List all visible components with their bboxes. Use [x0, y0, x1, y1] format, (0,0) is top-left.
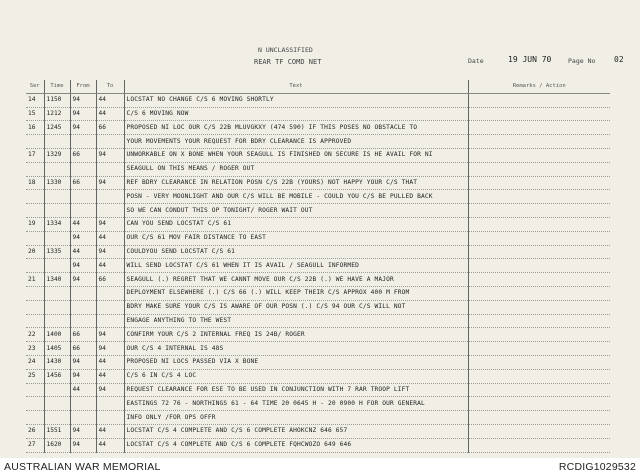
- serial-cell: 25: [26, 369, 44, 383]
- time-cell: 1329: [44, 148, 70, 162]
- footer-record-id: RCDIG1029532: [558, 461, 636, 473]
- time-cell: [44, 204, 70, 218]
- serial-cell: 20: [26, 245, 44, 259]
- remarks-cell: [468, 397, 610, 411]
- remarks-cell: [468, 438, 610, 452]
- from-cell: [70, 300, 96, 314]
- to-cell: 94: [96, 217, 124, 231]
- serial-cell: 17: [26, 148, 44, 162]
- from-cell: 44: [70, 245, 96, 259]
- to-cell: 44: [96, 107, 124, 121]
- table-row: [26, 328, 610, 342]
- serial-cell: [26, 314, 44, 328]
- table-row: [26, 135, 610, 149]
- message-text-cell: BDRY MAKE SURE YOUR C/S IS AWARE OF OUR POSN (.) C/S 94 OUR C/S WILL NOT: [124, 300, 468, 314]
- time-cell: 1330: [44, 176, 70, 190]
- from-cell: 94: [70, 259, 96, 273]
- message-text-cell: PROPOSED NI LOC OUR C/S 22B MLUVGKXY (474 590) IF THIS POSES NO OBSTACLE TO: [124, 121, 468, 135]
- to-cell: 44: [96, 231, 124, 245]
- remarks-cell: [468, 300, 610, 314]
- serial-cell: 24: [26, 355, 44, 369]
- from-cell: 94: [70, 369, 96, 383]
- date-value: 19 JUN 70: [508, 55, 552, 64]
- table-row: [26, 231, 610, 245]
- remarks-cell: [468, 411, 610, 425]
- table-row: [26, 286, 610, 300]
- serial-cell: [26, 286, 44, 300]
- message-text-cell: C/S 6 IN C/S 4 LOC: [124, 369, 468, 383]
- serial-cell: 21: [26, 273, 44, 287]
- signal-log-table: [26, 80, 610, 453]
- to-cell: [96, 397, 124, 411]
- from-cell: 44: [70, 383, 96, 397]
- to-cell: 44: [96, 438, 124, 452]
- remarks-cell: [468, 424, 610, 438]
- from-cell: 66: [70, 342, 96, 356]
- message-text-cell: LOCSTAT C/S 4 COMPLETE AND C/S 6 COMPLETE AHOKCNZ 646 657: [124, 424, 468, 438]
- remarks-cell: [468, 176, 610, 190]
- remarks-cell: [468, 286, 610, 300]
- time-cell: 1335: [44, 245, 70, 259]
- to-cell: 94: [96, 328, 124, 342]
- from-cell: 94: [70, 355, 96, 369]
- to-cell: 44: [96, 369, 124, 383]
- serial-cell: 22: [26, 328, 44, 342]
- from-cell: 66: [70, 328, 96, 342]
- remarks-cell: [468, 162, 610, 176]
- remarks-cell: [468, 328, 610, 342]
- remarks-cell: [468, 107, 610, 121]
- table-row: [26, 190, 610, 204]
- message-text-cell: LOCSTAT C/S 4 COMPLETE AND C/S 6 COMPLETE FQHCWOZO 649 646: [124, 438, 468, 452]
- serial-cell: [26, 135, 44, 149]
- message-text-cell: SEAGULL ON THIS MEANS / ROGER OUT: [124, 162, 468, 176]
- classification-mark: N UNCLASSIFIED: [258, 46, 313, 54]
- table-row: [26, 162, 610, 176]
- message-text-cell: SEAGULL (.) REGRET THAT WE CANNT MOVE OUR C/S 22B (.) WE HAVE A MAJOR: [124, 273, 468, 287]
- time-cell: 1212: [44, 107, 70, 121]
- serial-cell: 14: [26, 93, 44, 107]
- from-cell: [70, 314, 96, 328]
- time-cell: 1334: [44, 217, 70, 231]
- to-cell: 66: [96, 273, 124, 287]
- from-cell: 94: [70, 231, 96, 245]
- from-cell: [70, 397, 96, 411]
- message-text-cell: ENGAGE ANYTHING TO THE WEST: [124, 314, 468, 328]
- to-cell: [96, 300, 124, 314]
- to-cell: [96, 162, 124, 176]
- table-row: [26, 438, 610, 452]
- table-row: [26, 411, 610, 425]
- remarks-cell: [468, 314, 610, 328]
- to-cell: [96, 411, 124, 425]
- net-title: REAR TF COMD NET: [254, 58, 322, 66]
- to-cell: [96, 286, 124, 300]
- time-cell: 1150: [44, 93, 70, 107]
- table-row: [26, 273, 610, 287]
- time-cell: 1430: [44, 355, 70, 369]
- table-row: [26, 259, 610, 273]
- time-cell: [44, 162, 70, 176]
- time-cell: [44, 259, 70, 273]
- from-cell: [70, 204, 96, 218]
- serial-cell: [26, 300, 44, 314]
- serial-cell: [26, 162, 44, 176]
- time-cell: 1620: [44, 438, 70, 452]
- time-cell: 1340: [44, 273, 70, 287]
- table-row: [26, 342, 610, 356]
- from-cell: 66: [70, 148, 96, 162]
- to-cell: [96, 314, 124, 328]
- time-cell: 1245: [44, 121, 70, 135]
- time-cell: [44, 190, 70, 204]
- from-cell: [70, 162, 96, 176]
- serial-cell: [26, 259, 44, 273]
- remarks-cell: [468, 342, 610, 356]
- remarks-cell: [468, 148, 610, 162]
- remarks-cell: [468, 135, 610, 149]
- serial-cell: [26, 231, 44, 245]
- message-text-cell: UNWORKABLE ON X BONE WHEN YOUR SEAGULL IS FINISHED ON SECURE IS HE AVAIL FOR NI: [124, 148, 468, 162]
- remarks-cell: [468, 204, 610, 218]
- header-time: Time: [44, 80, 70, 93]
- remarks-cell: [468, 245, 610, 259]
- message-text-cell: CAN YOU SEND LOCSTAT C/S 61: [124, 217, 468, 231]
- message-text-cell: INFO ONLY /FOR OPS OFFR: [124, 411, 468, 425]
- header-remarks: Remarks / Action: [468, 80, 610, 93]
- archive-footer: [0, 458, 640, 476]
- from-cell: 44: [70, 217, 96, 231]
- serial-cell: [26, 397, 44, 411]
- to-cell: 94: [96, 342, 124, 356]
- to-cell: 94: [96, 383, 124, 397]
- table-header-row: [26, 80, 610, 93]
- to-cell: 44: [96, 355, 124, 369]
- serial-cell: [26, 411, 44, 425]
- to-cell: 66: [96, 121, 124, 135]
- time-cell: [44, 383, 70, 397]
- message-text-cell: COULDYOU SEND LOCSTAT C/S 61: [124, 245, 468, 259]
- remarks-cell: [468, 383, 610, 397]
- header-from: From: [70, 80, 96, 93]
- time-cell: [44, 231, 70, 245]
- time-cell: [44, 397, 70, 411]
- from-cell: 94: [70, 121, 96, 135]
- from-cell: 94: [70, 93, 96, 107]
- time-cell: [44, 300, 70, 314]
- header-serial: Ser: [26, 80, 44, 93]
- table-row: [26, 176, 610, 190]
- remarks-cell: [468, 369, 610, 383]
- message-text-cell: POSN - VERY MOONLIGHT AND OUR C/S WILL BE MOBILE - COULD YOU C/S BE PULLED BACK: [124, 190, 468, 204]
- time-cell: [44, 314, 70, 328]
- serial-cell: 27: [26, 438, 44, 452]
- table-row: [26, 355, 610, 369]
- message-text-cell: SO WE CAN CONDUT THIS OP TONIGHT/ ROGER WAIT OUT: [124, 204, 468, 218]
- remarks-cell: [468, 355, 610, 369]
- time-cell: 1551: [44, 424, 70, 438]
- serial-cell: [26, 190, 44, 204]
- page-number: 02: [614, 55, 624, 64]
- to-cell: 94: [96, 245, 124, 259]
- to-cell: [96, 204, 124, 218]
- remarks-cell: [468, 190, 610, 204]
- table-row: [26, 369, 610, 383]
- from-cell: 94: [70, 273, 96, 287]
- to-cell: [96, 135, 124, 149]
- table-row: [26, 314, 610, 328]
- message-text-cell: YOUR MOVEMENTS YOUR REQUEST FOR BDRY CLEARANCE IS APPROVED: [124, 135, 468, 149]
- serial-cell: 15: [26, 107, 44, 121]
- serial-cell: [26, 204, 44, 218]
- date-label: Date: [468, 57, 484, 65]
- serial-cell: 16: [26, 121, 44, 135]
- time-cell: [44, 411, 70, 425]
- from-cell: 66: [70, 176, 96, 190]
- table-row: [26, 93, 610, 107]
- table-row: [26, 204, 610, 218]
- from-cell: 94: [70, 107, 96, 121]
- message-text-cell: DEPLOYMENT ELSEWHERE (.) C/S 66 (.) WILL KEEP THEIR C/S APPROX 400 M FROM: [124, 286, 468, 300]
- message-text-cell: EASTINGS 72 76 - NORTHINGS 61 - 64 TIME 20 0645 H - 20 0900 H FOR OUR GENERAL: [124, 397, 468, 411]
- time-cell: 1405: [44, 342, 70, 356]
- message-text-cell: OUR C/S 4 INTERNAL IS 48S: [124, 342, 468, 356]
- remarks-cell: [468, 93, 610, 107]
- remarks-cell: [468, 273, 610, 287]
- message-text-cell: LOCSTAT NO CHANGE C/S 6 MOVING SHORTLY: [124, 93, 468, 107]
- to-cell: [96, 190, 124, 204]
- serial-cell: 26: [26, 424, 44, 438]
- footer-institution: AUSTRALIAN WAR MEMORIAL: [4, 461, 161, 473]
- table-row: [26, 107, 610, 121]
- from-cell: 94: [70, 424, 96, 438]
- from-cell: [70, 135, 96, 149]
- from-cell: 94: [70, 438, 96, 452]
- remarks-cell: [468, 231, 610, 245]
- table-row: [26, 397, 610, 411]
- time-cell: 1456: [44, 369, 70, 383]
- table-row: [26, 383, 610, 397]
- remarks-cell: [468, 121, 610, 135]
- serial-cell: [26, 383, 44, 397]
- header-text: Text: [124, 80, 468, 93]
- to-cell: 44: [96, 424, 124, 438]
- serial-cell: 19: [26, 217, 44, 231]
- to-cell: 44: [96, 259, 124, 273]
- table-row: [26, 121, 610, 135]
- table-row: [26, 424, 610, 438]
- table-row: [26, 217, 610, 231]
- remarks-cell: [468, 217, 610, 231]
- message-text-cell: WILL SEND LOCSTAT C/S 61 WHEN IT IS AVAIL / SEAGULL INFORMED: [124, 259, 468, 273]
- from-cell: [70, 411, 96, 425]
- message-text-cell: C/S 6 MOVING NOW: [124, 107, 468, 121]
- from-cell: [70, 286, 96, 300]
- table-row: [26, 245, 610, 259]
- message-text-cell: REF BDRY CLEARANCE IN RELATION POSN C/S 22B (YOURS) NOT HAPPY YOUR C/S THAT: [124, 176, 468, 190]
- table-row: [26, 300, 610, 314]
- message-text-cell: PROPOSED NI LOCS PASSED VIA X BONE: [124, 355, 468, 369]
- header-to: To: [96, 80, 124, 93]
- message-text-cell: REQUEST CLEARANCE FOR ESE TO BE USED IN CONJUNCTION WITH 7 RAR TROOP LIFT: [124, 383, 468, 397]
- to-cell: 44: [96, 93, 124, 107]
- to-cell: 94: [96, 176, 124, 190]
- serial-cell: 18: [26, 176, 44, 190]
- table-row: [26, 148, 610, 162]
- serial-cell: 23: [26, 342, 44, 356]
- message-text-cell: OUR C/S 61 MOV FAIR DISTANCE TO EAST: [124, 231, 468, 245]
- time-cell: [44, 135, 70, 149]
- remarks-cell: [468, 259, 610, 273]
- time-cell: [44, 286, 70, 300]
- page-label: Page No: [568, 57, 596, 65]
- message-text-cell: CONFIRM YOUR C/S 2 INTERNAL FREQ IS 24B/ ROGER: [124, 328, 468, 342]
- time-cell: 1400: [44, 328, 70, 342]
- from-cell: [70, 190, 96, 204]
- to-cell: 94: [96, 148, 124, 162]
